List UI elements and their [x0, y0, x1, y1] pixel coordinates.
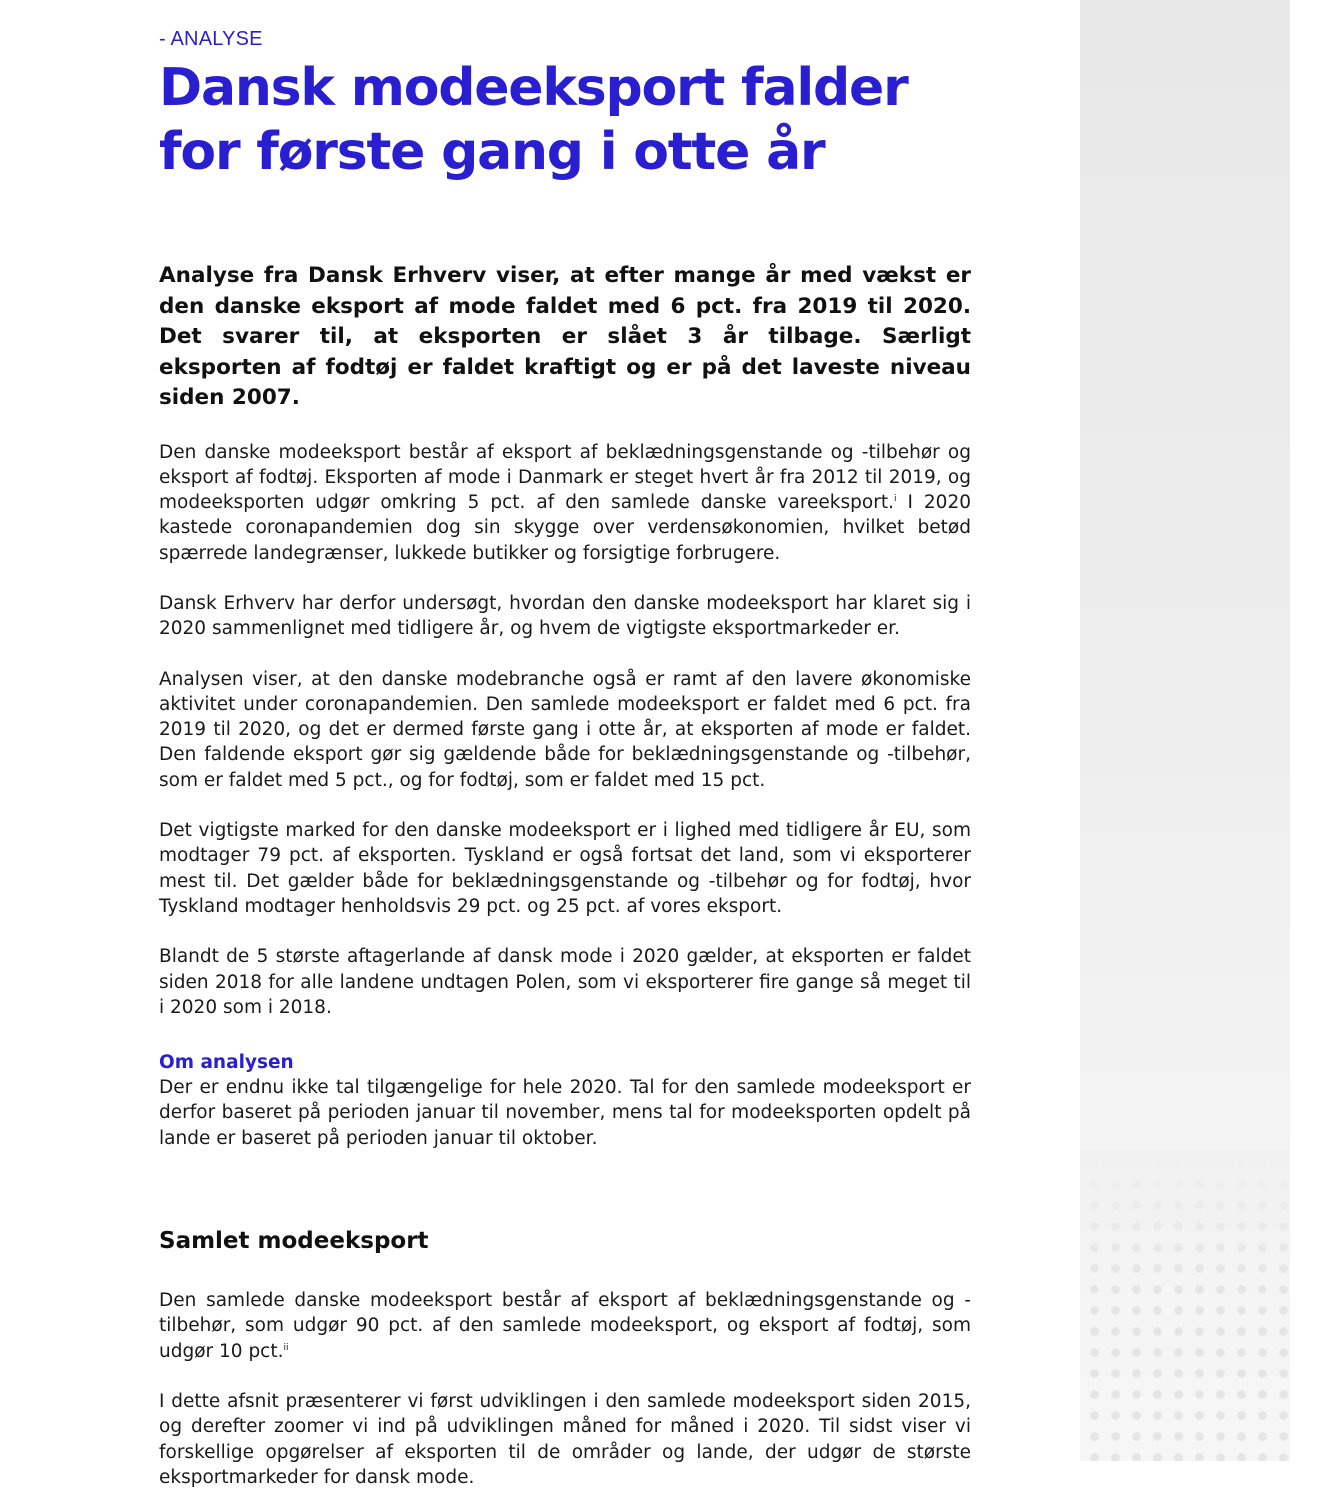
footnote-marker[interactable]: ii [283, 1342, 289, 1353]
section-heading-samlet-modeeksport: Samlet modeeksport [159, 1228, 429, 1255]
section-label: - ANALYSE [159, 28, 263, 50]
body-paragraph-1 [159, 440, 971, 566]
dot-pattern-fade [1080, 1150, 1290, 1290]
body-paragraph-2: Dansk Erhverv har derfor undersøgt, hvordan den danske modeeksport har klaret sig i 2020 sammenlignet med tidligere år, og hvem de vigtigste eksportmarkeder er. [159, 592, 971, 640]
paragraph-text-continued: I 2020 kastede coronapandemien dog sin skygge over verdensøkonomien, hvilket betød spærrede landegrænser, lukkede butikker og forsigtige forbrugere. [159, 492, 971, 564]
article-content [159, 26, 971, 1490]
section2-paragraph-2: I dette afsnit præsenterer vi først udviklingen i den samlede modeeksport siden 2015, og derefter zoomer vi ind på udviklingen måned for måned i 2020. Til sidst viser vi forskellige opgørelser af eksporten til de områder og lande, der udgør de største eksportmarkeder for dansk mode. [159, 1390, 971, 1488]
section2-paragraph-1 [159, 1288, 971, 1364]
body-paragraph-5: Blandt de 5 største aftagerlande af dansk mode i 2020 gælder, at eksporten er faldet siden 2018 for alle landene undtagen Polen, som vi eksporterer fire gange så meget til i 2020 som i 2018. [159, 946, 971, 1018]
body-paragraph-3: Analysen viser, at den danske modebranche også er ramt af den lavere økonomiske aktivitet under coronapandemien. Den samlede modeeksport er faldet med 6 pct. fra 2019 til 2020, og det er dermed første gang i otte år, at eksporten af mode er faldet. Den faldende eksport gør sig gældende både for beklædningsgenstande og -tilbehør, som er faldet med 5 pct., og for fodtøj, som er faldet med 15 pct. [159, 668, 971, 791]
about-analysis-body: Der er endnu ikke tal tilgængelige for hele 2020. Tal for den samlede modeeksport er derfor baseret på perioden januar til november, mens tal for modeeksporten opdelt på lande er baseret på perioden januar til oktober. [159, 1077, 971, 1149]
footnote-marker[interactable]: i [893, 493, 897, 504]
paragraph-text: Den danske modeeksport består af eksport af beklædningsgenstande og -tilbehør og eksport af fodtøj. Eksporten af mode i Danmark er steget hvert år fra 2012 til 2019, og modeeksporten udgør omkring 5 pct. af den samlede danske vareeksport. [159, 441, 971, 514]
lead-paragraph: Analyse fra Dansk Erhverv viser, at efter mange år med vækst er den danske eksport af mode faldet med 6 pct. fra 2019 til 2020. Det svarer til, at eksporten er slået 3 år tilbage. Særligt eksporten af fodtøj er faldet kraftigt og er på det laveste niveau siden 2007. [159, 263, 971, 410]
about-analysis-heading: Om analysen [159, 1052, 294, 1074]
paragraph-text: Den samlede danske modeeksport består af eksport af beklædningsgenstande og -tilbehør, som udgør 90 pct. af den samlede modeeksport, og eksport af fodtøj, som udgør 10 pct. [159, 1290, 971, 1362]
page-title: Dansk modeeksport falder for første gang i otte år [159, 58, 908, 182]
body-paragraph-4: Det vigtigste marked for den danske modeeksport er i lighed med tidligere år EU, som modtager 79 pct. af eksporten. Tyskland er også fortsat det land, som vi eksporterer mest til. Det gælder både for beklædningsgenstande og -tilbehør og for fodtøj, hvor Tyskland modtager henholdsvis 29 pct. og 25 pct. af vores eksport. [159, 820, 971, 917]
